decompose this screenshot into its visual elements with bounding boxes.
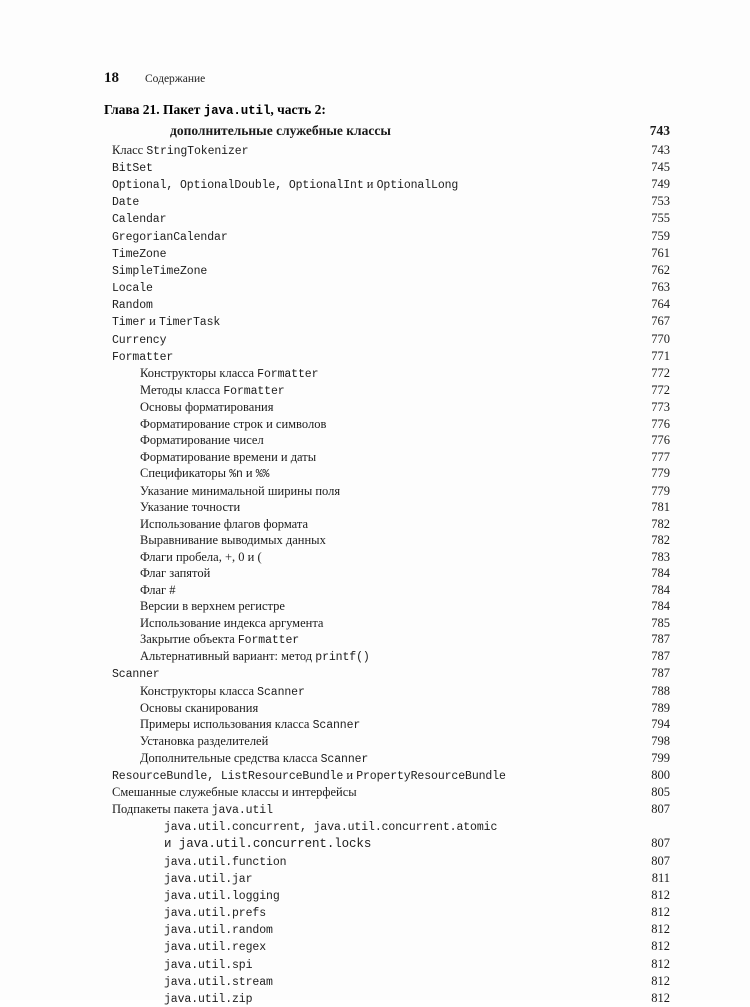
toc-entry-label-part: java.util.zip xyxy=(164,992,253,1006)
toc-entry[interactable] xyxy=(104,921,670,938)
toc-entry-page: 812 xyxy=(651,887,670,902)
toc-entry-label-part: Закрытие объекта xyxy=(140,632,238,646)
toc-entry-label-part: ResourceBundle, ListResourceBundle xyxy=(112,770,344,784)
toc-entry-label-part: Подпакеты пакета xyxy=(112,801,212,816)
toc-entry-continuation[interactable] xyxy=(104,835,670,853)
toc-entry-page: 787 xyxy=(651,666,670,681)
toc-entry[interactable] xyxy=(104,853,670,870)
toc-entry-label-part: Formatter xyxy=(112,350,174,364)
toc-entry-page: 785 xyxy=(651,615,670,630)
toc-entry-label xyxy=(104,716,360,733)
toc-entry-label-part: Основы форматирования xyxy=(140,400,274,415)
toc-entry[interactable] xyxy=(104,733,670,750)
toc-entry-label-part: %n xyxy=(229,468,243,482)
toc-entry-label-part: и xyxy=(343,768,357,783)
toc-entry-label xyxy=(104,416,326,433)
toc-entry-label xyxy=(104,549,262,566)
toc-entry[interactable] xyxy=(104,210,670,227)
toc-entry-label-part: и xyxy=(146,314,159,329)
toc-entry-label-part: Использование индекса аргумента xyxy=(140,615,324,630)
toc-entry-label-part: Date xyxy=(112,196,140,210)
toc-entry-page: 800 xyxy=(651,768,670,783)
toc-entry-label-part: BitSet xyxy=(112,161,153,175)
toc-entry-label xyxy=(104,921,273,938)
toc-entry[interactable] xyxy=(104,159,670,176)
toc-entry-label xyxy=(104,767,506,784)
toc-entry-label-part: Timer xyxy=(112,316,147,330)
toc-entry[interactable] xyxy=(104,615,670,632)
toc-entry-label xyxy=(104,631,299,648)
toc-entry-label-part: Спецификаторы xyxy=(140,466,230,481)
toc-entry-page: 782 xyxy=(651,516,670,531)
toc-entry-label xyxy=(104,365,318,382)
toc-entry-label-part: Форматирование строк и символов xyxy=(140,416,327,431)
toc-entry-label-part: java.util.regex xyxy=(164,941,267,955)
toc-entry-label xyxy=(104,853,286,870)
toc-entry-label-part: Currency xyxy=(112,333,167,347)
toc-entry-label-part: Использование флагов формата xyxy=(140,516,309,531)
toc-entry-label xyxy=(104,750,368,767)
toc-entry-label xyxy=(104,449,316,466)
toc-entry[interactable] xyxy=(104,565,670,582)
toc-entry-label xyxy=(104,683,305,700)
toc-entry-page: 788 xyxy=(651,683,670,698)
toc-entry-label xyxy=(104,193,139,210)
toc-entry-page: 776 xyxy=(651,416,670,431)
toc-entry-page: 762 xyxy=(651,262,670,277)
toc-entry-label xyxy=(104,516,308,533)
toc-entry-label-part: TimeZone xyxy=(112,247,167,261)
toc-entry-page: 745 xyxy=(651,159,670,174)
toc-entry-label-part: Scanner xyxy=(112,668,160,682)
toc-entry[interactable] xyxy=(104,990,670,1007)
toc-entry[interactable] xyxy=(104,416,670,433)
toc-entry-label xyxy=(104,245,166,262)
toc-entry-page: 783 xyxy=(651,549,670,564)
chapter-page-number: 743 xyxy=(649,122,670,138)
toc-entry-label-part: Scanner xyxy=(312,719,361,733)
toc-entry-label-part: SimpleTimeZone xyxy=(112,264,208,278)
toc-entry-page: 773 xyxy=(651,400,670,415)
toc-entry-label-part: Флаги пробела, +, 0 и ( xyxy=(140,549,262,564)
toc-entry-label xyxy=(104,313,220,330)
chapter-title-part-2: , часть 2: xyxy=(270,102,326,117)
toc-entry-page: 812 xyxy=(651,990,670,1005)
toc-entry[interactable] xyxy=(104,331,670,348)
toc-entry-label-part: java.util xyxy=(211,803,273,817)
toc-entry-page: 787 xyxy=(651,649,670,664)
toc-entry-label xyxy=(104,887,280,904)
toc-entry-label-part: java.util.random xyxy=(164,924,273,938)
toc-entry-page: 799 xyxy=(651,750,670,765)
running-head: Содержание xyxy=(145,73,206,85)
toc-entry[interactable] xyxy=(104,365,670,382)
toc-entry-page: 787 xyxy=(651,632,670,646)
toc-entry-label xyxy=(104,784,357,801)
toc-entry-label xyxy=(104,733,268,750)
toc-entry-label-part: Форматирование времени и даты xyxy=(140,449,317,464)
toc-entry-label xyxy=(104,483,340,500)
toc-entry-label xyxy=(104,142,248,159)
toc-entry[interactable] xyxy=(104,245,670,262)
toc-entry-label-part: Флаг # xyxy=(140,582,176,597)
toc-entry[interactable] xyxy=(104,296,670,313)
toc-entry-label xyxy=(104,565,210,582)
toc-entry-page: 812 xyxy=(651,973,670,988)
toc-entry-page: 779 xyxy=(651,466,670,481)
toc-entry-page: 743 xyxy=(651,142,670,157)
toc-entry-page: 771 xyxy=(651,348,670,363)
toc-entry[interactable] xyxy=(104,956,670,973)
toc-entry-label xyxy=(104,382,285,399)
chapter-subtitle: дополнительные служебные классы xyxy=(170,122,391,138)
toc-entry-label xyxy=(104,648,370,665)
toc-entry-page: 776 xyxy=(651,433,670,448)
toc-entry[interactable] xyxy=(104,700,670,717)
toc-entry-page: 784 xyxy=(651,599,670,613)
toc-entry-page: 812 xyxy=(651,956,670,971)
toc-entry-label-part: и xyxy=(363,177,377,192)
toc-entry-label-part: java.util.spi xyxy=(164,958,253,972)
toc-entry-label xyxy=(104,818,497,835)
toc-entry[interactable] xyxy=(104,499,670,516)
toc-entry-label-part: Выравнивание выводимых данных xyxy=(140,533,326,547)
toc-entry-label-part: Formatter xyxy=(237,634,300,647)
toc-entry[interactable] xyxy=(104,279,670,296)
table-of-contents xyxy=(104,100,670,1007)
toc-entry-page: 794 xyxy=(651,717,670,732)
toc-entry-label xyxy=(104,956,252,973)
toc-entry[interactable] xyxy=(104,598,670,615)
toc-entry-page: 753 xyxy=(651,194,670,209)
toc-entry-label-part: PropertyResourceBundle xyxy=(356,770,506,784)
page-number: 18 xyxy=(104,70,119,86)
toc-entry-label-part: Указание минимальной ширины поля xyxy=(140,483,341,498)
chapter-title xyxy=(104,100,670,121)
toc-entry-label-continued: и java.util.concurrent.locks xyxy=(164,837,372,852)
toc-entry[interactable] xyxy=(104,938,670,955)
toc-entry-label-part: Дополнительные средства класса xyxy=(140,750,321,765)
toc-entry-label-part: Установка разделителей xyxy=(140,734,269,749)
toc-entry-label-part: Методы класса xyxy=(140,383,224,398)
toc-entry-page: 812 xyxy=(651,922,670,937)
toc-entry-page: 812 xyxy=(651,905,670,920)
toc-entry-label-part: java.util.jar xyxy=(164,872,253,886)
toc-entry-label-part: Альтернативный вариант: метод xyxy=(140,649,316,664)
toc-entry[interactable] xyxy=(104,767,670,784)
toc-entry-label xyxy=(104,870,252,887)
toc-entry-page: 772 xyxy=(651,383,670,398)
toc-entry-label-part: Locale xyxy=(112,282,153,296)
toc-entry[interactable] xyxy=(104,483,670,500)
toc-entry[interactable] xyxy=(104,631,670,648)
toc-entry-page: 807 xyxy=(651,801,670,816)
toc-entry-page: 782 xyxy=(651,533,670,547)
toc-entry-label-part: %% xyxy=(255,468,270,482)
toc-entry-label-part: Scanner xyxy=(320,752,369,766)
toc-entry-label-part: java.util.logging xyxy=(164,889,280,903)
toc-entry-page: 812 xyxy=(651,939,670,954)
toc-entry-label-part: Formatter xyxy=(257,367,319,381)
toc-entry-page: 781 xyxy=(651,500,670,514)
toc-entry-label-part: java.util.stream xyxy=(164,975,273,989)
toc-entry-page: 772 xyxy=(651,365,670,380)
toc-entry[interactable] xyxy=(104,532,670,549)
toc-entry-label-part: Calendar xyxy=(112,213,167,227)
toc-entry[interactable] xyxy=(104,582,670,599)
toc-entry-label xyxy=(104,615,323,632)
toc-entry-label xyxy=(104,228,228,245)
toc-entry-label xyxy=(104,532,326,549)
toc-entry-page: 805 xyxy=(651,785,670,800)
toc-entry-label-part: OptionalLong xyxy=(376,179,459,193)
toc-entry-label xyxy=(104,432,264,449)
toc-entry-label xyxy=(104,973,273,990)
toc-entry-label xyxy=(104,210,166,227)
toc-entry-label xyxy=(104,990,252,1007)
toc-entry-page: 784 xyxy=(651,566,670,580)
toc-entry-label-part: StringTokenizer xyxy=(146,144,249,158)
page-header xyxy=(104,70,205,87)
toc-entry[interactable] xyxy=(104,399,670,416)
toc-entry[interactable] xyxy=(104,887,670,904)
toc-entry[interactable] xyxy=(104,382,670,399)
toc-entry-page: 779 xyxy=(651,483,670,498)
toc-entry-page: 764 xyxy=(651,297,670,312)
toc-entry[interactable] xyxy=(104,801,670,818)
toc-entry-label-part: Random xyxy=(112,299,153,313)
toc-entry-label xyxy=(104,279,153,296)
toc-entry[interactable] xyxy=(104,176,670,193)
toc-entry[interactable] xyxy=(104,465,670,482)
toc-entry-page: 807 xyxy=(651,836,670,851)
toc-entry[interactable] xyxy=(104,750,670,767)
toc-entry-page: 811 xyxy=(651,870,670,885)
toc-entry-label-part: Примеры использования класса xyxy=(140,717,313,732)
toc-entry-label xyxy=(104,176,458,193)
toc-entry-list xyxy=(104,142,670,1007)
toc-entry-page: 789 xyxy=(651,700,670,715)
toc-entry-label-part: TimerTask xyxy=(158,316,221,330)
toc-entry-label xyxy=(104,348,173,365)
toc-entry[interactable] xyxy=(104,348,670,365)
toc-entry-page: 763 xyxy=(651,280,670,295)
toc-entry[interactable] xyxy=(104,818,670,835)
toc-entry-label xyxy=(104,801,273,818)
toc-entry-label-part: Конструкторы класса xyxy=(140,683,258,698)
toc-entry-page: 761 xyxy=(651,245,670,260)
toc-entry-page: 770 xyxy=(651,331,670,346)
toc-entry[interactable] xyxy=(104,432,670,449)
toc-entry-label xyxy=(104,665,160,682)
toc-entry-label-part: Formatter xyxy=(223,385,285,399)
toc-entry[interactable] xyxy=(104,262,670,279)
toc-entry-page: 749 xyxy=(651,177,670,192)
toc-entry-label xyxy=(104,700,258,717)
toc-entry-label xyxy=(104,598,285,615)
toc-entry[interactable] xyxy=(104,683,670,700)
toc-entry-label xyxy=(104,499,240,516)
toc-entry[interactable] xyxy=(104,549,670,566)
toc-entry[interactable] xyxy=(104,716,670,733)
toc-entry-label-part: java.util.prefs xyxy=(164,907,267,921)
toc-entry-label-part: Scanner xyxy=(257,685,305,699)
toc-entry-label xyxy=(104,331,166,348)
toc-entry-label-part: Указание точности xyxy=(140,500,241,514)
toc-entry-page: 755 xyxy=(651,211,670,226)
toc-entry[interactable] xyxy=(104,973,670,990)
toc-entry-page: 777 xyxy=(651,449,670,464)
toc-entry-label-part: Конструкторы класса xyxy=(140,365,258,380)
toc-entry-page: 784 xyxy=(651,582,670,597)
toc-entry-label-part: Optional, OptionalDouble, OptionalInt xyxy=(112,179,364,193)
toc-entry[interactable] xyxy=(104,193,670,210)
toc-entry[interactable] xyxy=(104,904,670,921)
toc-entry-label-part: printf() xyxy=(315,651,370,665)
toc-entry-label-part: Основы сканирования xyxy=(140,700,259,715)
toc-entry-label xyxy=(104,582,176,599)
toc-entry-label xyxy=(104,938,266,955)
toc-entry-label-part: java.util.function xyxy=(164,855,287,869)
toc-entry-page: 807 xyxy=(651,853,670,868)
toc-entry-label xyxy=(104,159,153,176)
chapter-title-part-1: Глава 21. Пакет xyxy=(104,102,204,117)
toc-entry-label-part: Класс xyxy=(112,142,147,157)
toc-entry-page: 767 xyxy=(651,314,670,329)
toc-entry-label xyxy=(104,399,273,416)
toc-entry[interactable] xyxy=(104,142,670,159)
toc-entry[interactable] xyxy=(104,870,670,887)
toc-entry[interactable] xyxy=(104,648,670,665)
toc-entry-label xyxy=(104,904,266,921)
toc-entry-label-part: и xyxy=(242,466,256,481)
toc-entry[interactable] xyxy=(104,516,670,533)
toc-entry-label-part: GregorianCalendar xyxy=(112,230,228,244)
toc-entry-label xyxy=(104,262,207,279)
toc-entry-label-part: java.util.concurrent, java.util.concurrent.atomic xyxy=(164,820,498,834)
toc-entry[interactable] xyxy=(104,665,670,682)
toc-entry-label-part: Флаг запятой xyxy=(140,566,211,580)
toc-entry-label-part: Форматирование чисел xyxy=(140,433,264,448)
toc-entry-label-part: Версии в верхнем регистре xyxy=(140,599,285,613)
toc-entry-label xyxy=(104,465,269,482)
toc-entry-label-part: Смешанные служебные классы и интерфейсы xyxy=(112,785,357,800)
toc-entry-page: 798 xyxy=(651,734,670,749)
toc-entry[interactable] xyxy=(104,228,670,245)
chapter-title-package: java.util xyxy=(203,104,271,118)
toc-entry-page: 759 xyxy=(651,228,670,243)
toc-entry[interactable] xyxy=(104,313,670,330)
toc-entry-label xyxy=(104,296,153,313)
toc-entry[interactable] xyxy=(104,449,670,466)
chapter-subtitle-row xyxy=(104,123,670,139)
toc-entry[interactable] xyxy=(104,784,670,801)
